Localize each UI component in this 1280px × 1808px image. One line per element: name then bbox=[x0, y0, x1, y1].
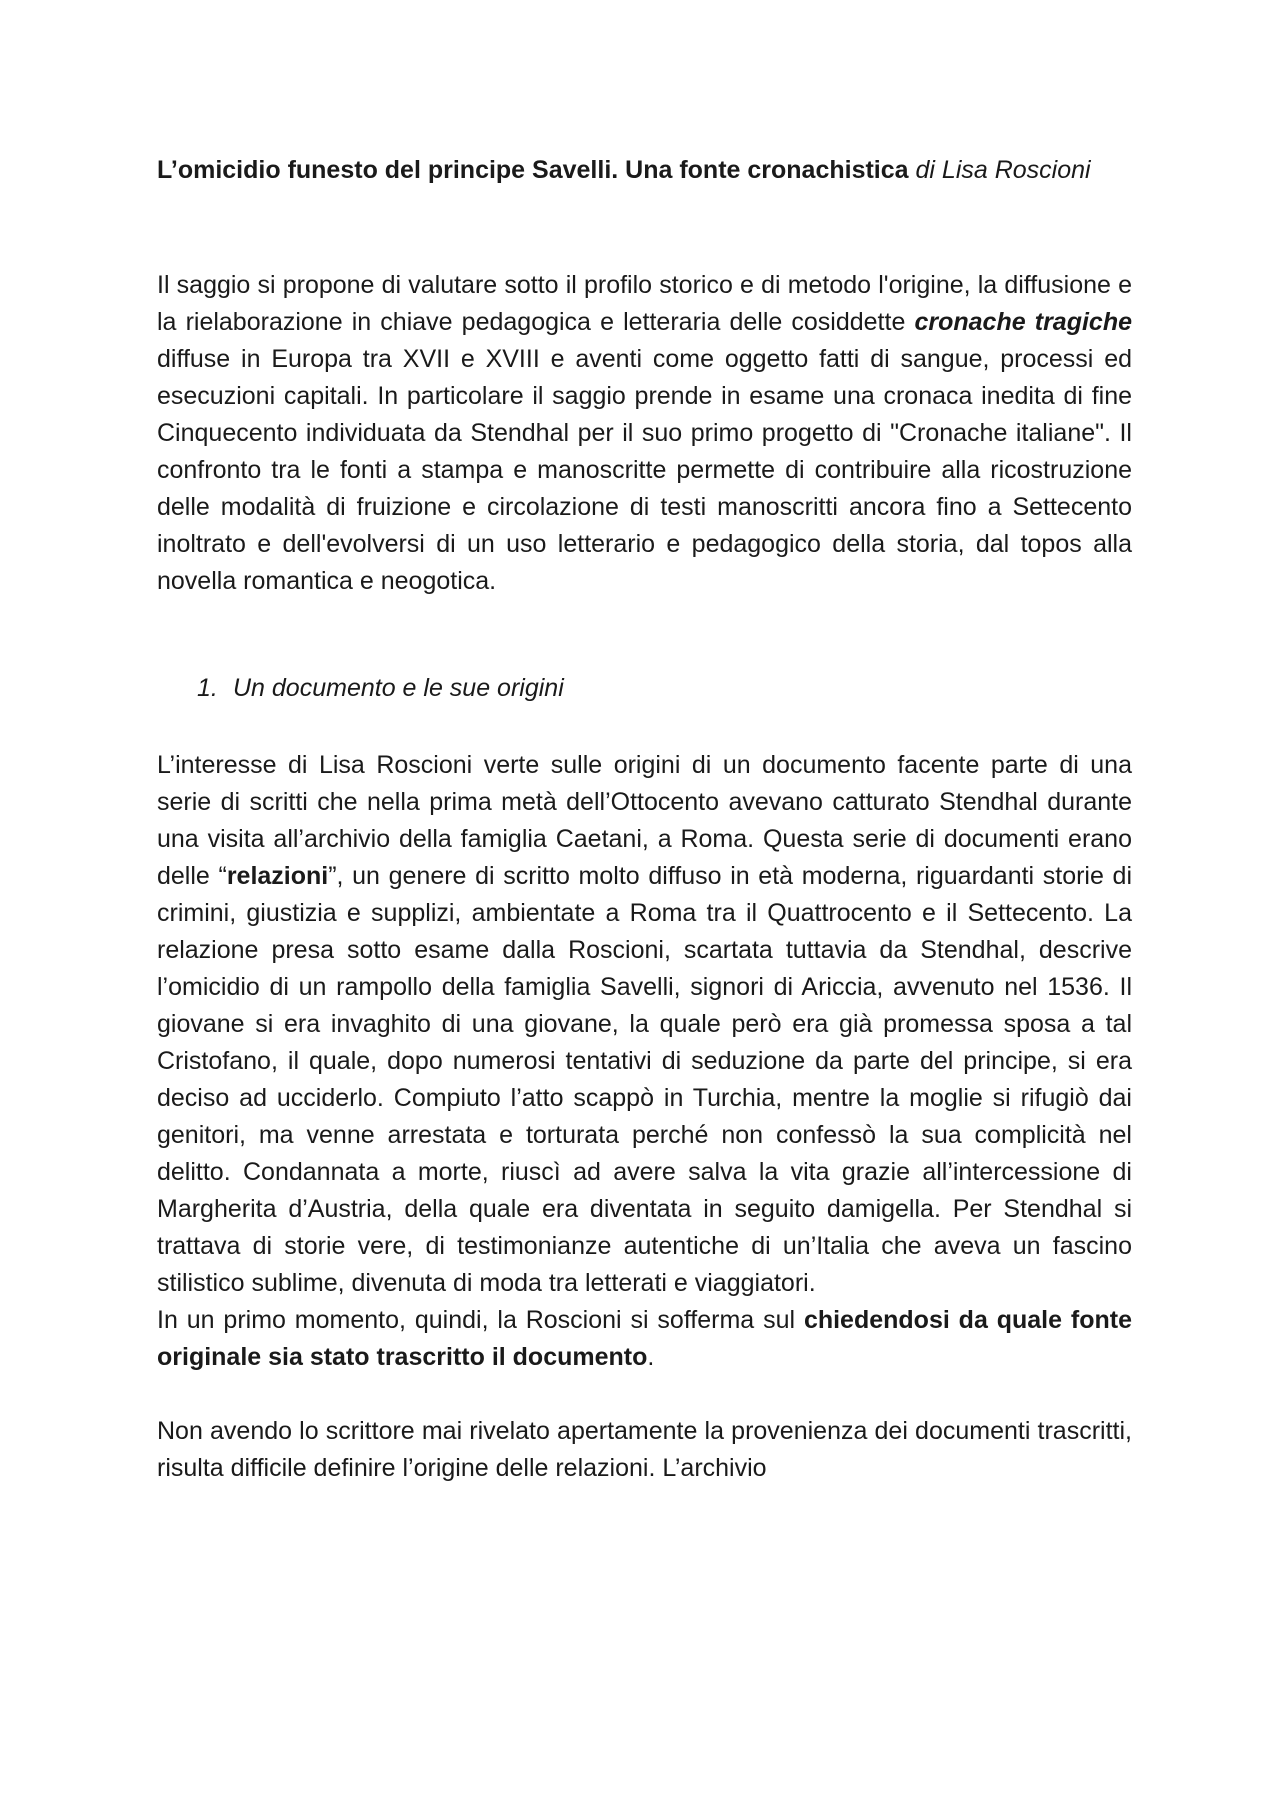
p1-bold-term: relazioni bbox=[226, 862, 329, 890]
section-heading bbox=[197, 670, 1132, 707]
section-number: 1. bbox=[197, 674, 218, 702]
section-title: Un documento e le sue origini bbox=[233, 674, 564, 702]
section-paragraph-3: Non avendo lo scrittore mai rivelato apertamente la provenienza dei documenti trascritti, risulta difficile definire l’origine delle relazioni. L’archivio bbox=[157, 1417, 1132, 1482]
abstract-text-start: Il saggio si propone di valutare sotto il profilo storico e di metodo l'origine, la diffusione e la rielaborazione in chiave pedagogica e letteraria delle cosiddette bbox=[157, 271, 1132, 336]
title-main: L’omicidio funesto del principe Savelli. Una fonte cronachistica bbox=[157, 156, 909, 184]
p2-text-start: In un primo momento, quindi, la Roscioni si sofferma sul bbox=[157, 1306, 804, 1334]
document-title bbox=[157, 152, 1132, 189]
p1-text-end: ”, un genere di scritto molto diffuso in età moderna, riguardanti storie di crimini, giustizia e supplizi, ambientate a Roma tra il Quattrocento e il Settecento. La relazione presa sotto esame dalla Roscioni, scartata tuttavia da Stendhal, descrive l’omicidio di un rampollo della famiglia Savelli, signori di Ariccia, avvenuto nel 1536. Il giovane si era invaghito di una giovane, la quale però era già promessa sposa a tal Cristofano, il quale, dopo numerosi tentativi di seduzione da parte del principe, si era deciso ad ucciderlo. Compiuto l’atto scappò in Turchia, mentre la moglie si rifugiò dai genitori, ma venne arrestata e torturata perché non confessò la sua complicità nel delitto. Condannata a morte, riuscì ad avere salva la vita grazie all’intercessione di Margherita d’Austria, della quale era diventata in seguito damigella. Per Stendhal si trattava di storie vere, di testimonianze autentiche di un’Italia che aveva un fascino stilistico sublime, divenuta di moda tra letterati e viaggiatori. bbox=[157, 862, 1133, 1297]
abstract-emphasis: cronache tragiche bbox=[914, 308, 1132, 336]
title-author: di Lisa Roscioni bbox=[915, 156, 1091, 184]
section-paragraph-1 bbox=[157, 747, 1132, 1302]
abstract-paragraph bbox=[157, 267, 1132, 600]
p1-text-start: L’interesse di Lisa Roscioni verte sulle origini di un documento facente parte di una serie di scritti che nella prima metà dell’Ottocento avevano catturato Stendhal durante una visita all’archivio della famiglia Caetani, a Roma. Questa serie di documenti erano delle “ bbox=[157, 751, 1132, 890]
section-paragraph-2 bbox=[157, 1302, 1132, 1376]
abstract-text-end: diffuse in Europa tra XVII e XVIII e aventi come oggetto fatti di sangue, processi ed esecuzioni capitali. In particolare il saggio prende in esame una cronaca inedita di fine Cinquecento individuata da Stendhal per il suo primo progetto di "Cronache italiane". Il confronto tra le fonti a stampa e manoscritte permette di contribuire alla ricostruzione delle modalità di fruizione e circolazione di testi manoscritti ancora fino a Settecento inoltrato e dell'evolversi di un uso letterario e pedagogico della storia, dal topos alla novella romantica e neogotica. bbox=[157, 345, 1132, 595]
p2-text-end: . bbox=[647, 1343, 655, 1371]
p2-bold-phrase: chiedendosi da quale fonte originale sia stato trascritto il documento bbox=[157, 1306, 1133, 1371]
